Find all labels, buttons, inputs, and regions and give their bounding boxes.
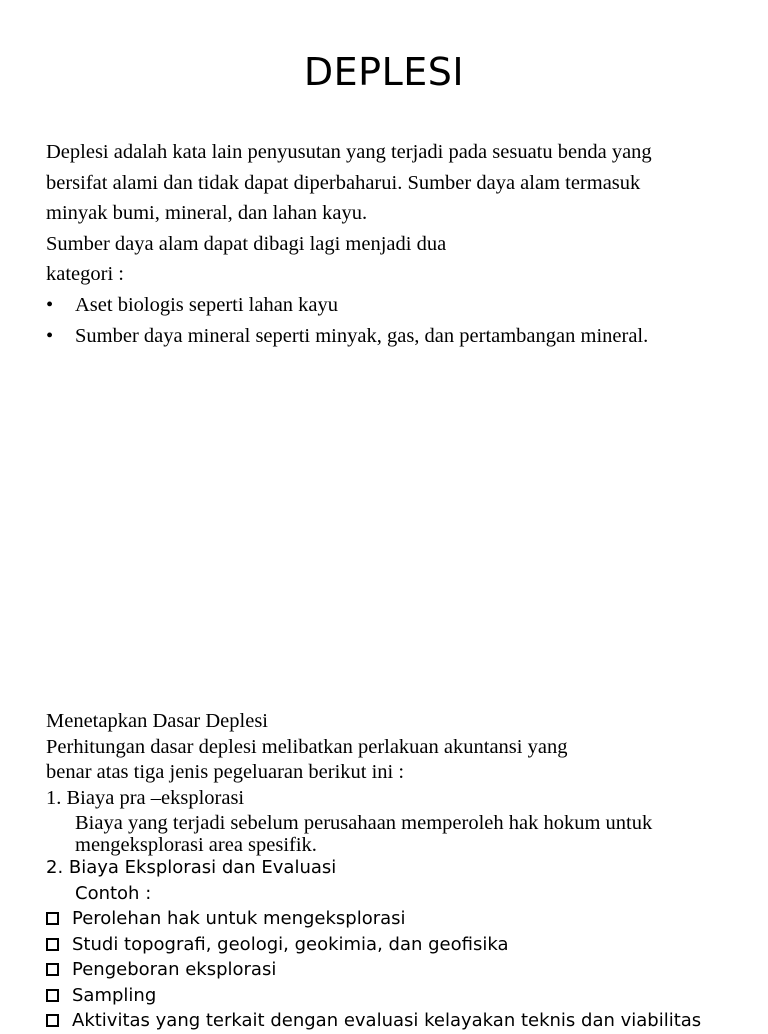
bullet-text: Sumber daya mineral seperti minyak, gas, dan pertambangan mineral. bbox=[75, 324, 649, 347]
paragraph-line: kategori : bbox=[46, 263, 124, 286]
item-description: mengeksplorasi area spesifik. bbox=[75, 834, 317, 856]
intro-line: benar atas tiga jenis pegeluaran berikut ini : bbox=[46, 761, 405, 783]
checklist-text: Studi topografi, geologi, geokimia, dan geofisika bbox=[72, 933, 509, 955]
example-label: Contoh : bbox=[75, 882, 152, 904]
checkbox-icon bbox=[46, 963, 59, 976]
paragraph-line: Sumber daya alam dapat dibagi lagi menjadi dua bbox=[46, 232, 447, 255]
item-label: 1. Biaya pra –eksplorasi bbox=[46, 786, 245, 809]
checkbox-icon bbox=[46, 938, 59, 951]
checklist-text: Aktivitas yang terkait dengan evaluasi kelayakan teknis dan viabilitas bbox=[72, 1010, 702, 1031]
checklist-item bbox=[46, 932, 736, 958]
bullet-icon: • bbox=[46, 324, 54, 347]
checkbox-icon bbox=[46, 989, 59, 1002]
checkbox-icon bbox=[46, 1014, 59, 1027]
checklist-text: Pengeboran eksplorasi bbox=[72, 959, 277, 980]
definition-section bbox=[46, 137, 736, 351]
checklist-item bbox=[46, 957, 736, 983]
paragraph-line: minyak bumi, mineral, dan lahan kayu. bbox=[46, 202, 368, 225]
item-description: Biaya yang terjadi sebelum perusahaan memperoleh hak hokum untuk bbox=[75, 812, 653, 834]
paragraph-line: Deplesi adalah kata lain penyusutan yang terjadi pada sesuatu benda yang bbox=[46, 141, 652, 163]
checklist-text: Perolehan hak untuk mengeksplorasi bbox=[72, 908, 406, 929]
page-title: DEPLESI bbox=[303, 50, 465, 94]
bullet-text: Aset biologis seperti lahan kayu bbox=[75, 293, 339, 316]
section-heading: Menetapkan Dasar Deplesi bbox=[46, 710, 268, 732]
depletion-basis-section bbox=[46, 709, 736, 1034]
item-label: 2. Biaya Eksplorasi dan Evaluasi bbox=[46, 857, 337, 878]
bullet-icon: • bbox=[46, 293, 54, 316]
checklist-text: Sampling bbox=[72, 984, 157, 1006]
checklist-item bbox=[46, 983, 736, 1009]
checklist-item bbox=[46, 1008, 736, 1034]
intro-line: Perhitungan dasar deplesi melibatkan perlakuan akuntansi yang bbox=[46, 735, 568, 758]
checklist-item bbox=[46, 906, 736, 932]
bullet-item bbox=[46, 321, 736, 352]
paragraph-line: bersifat alami dan tidak dapat diperbaharui. Sumber daya alam termasuk bbox=[46, 171, 641, 194]
bullet-item bbox=[46, 290, 736, 321]
checkbox-icon bbox=[46, 912, 59, 925]
